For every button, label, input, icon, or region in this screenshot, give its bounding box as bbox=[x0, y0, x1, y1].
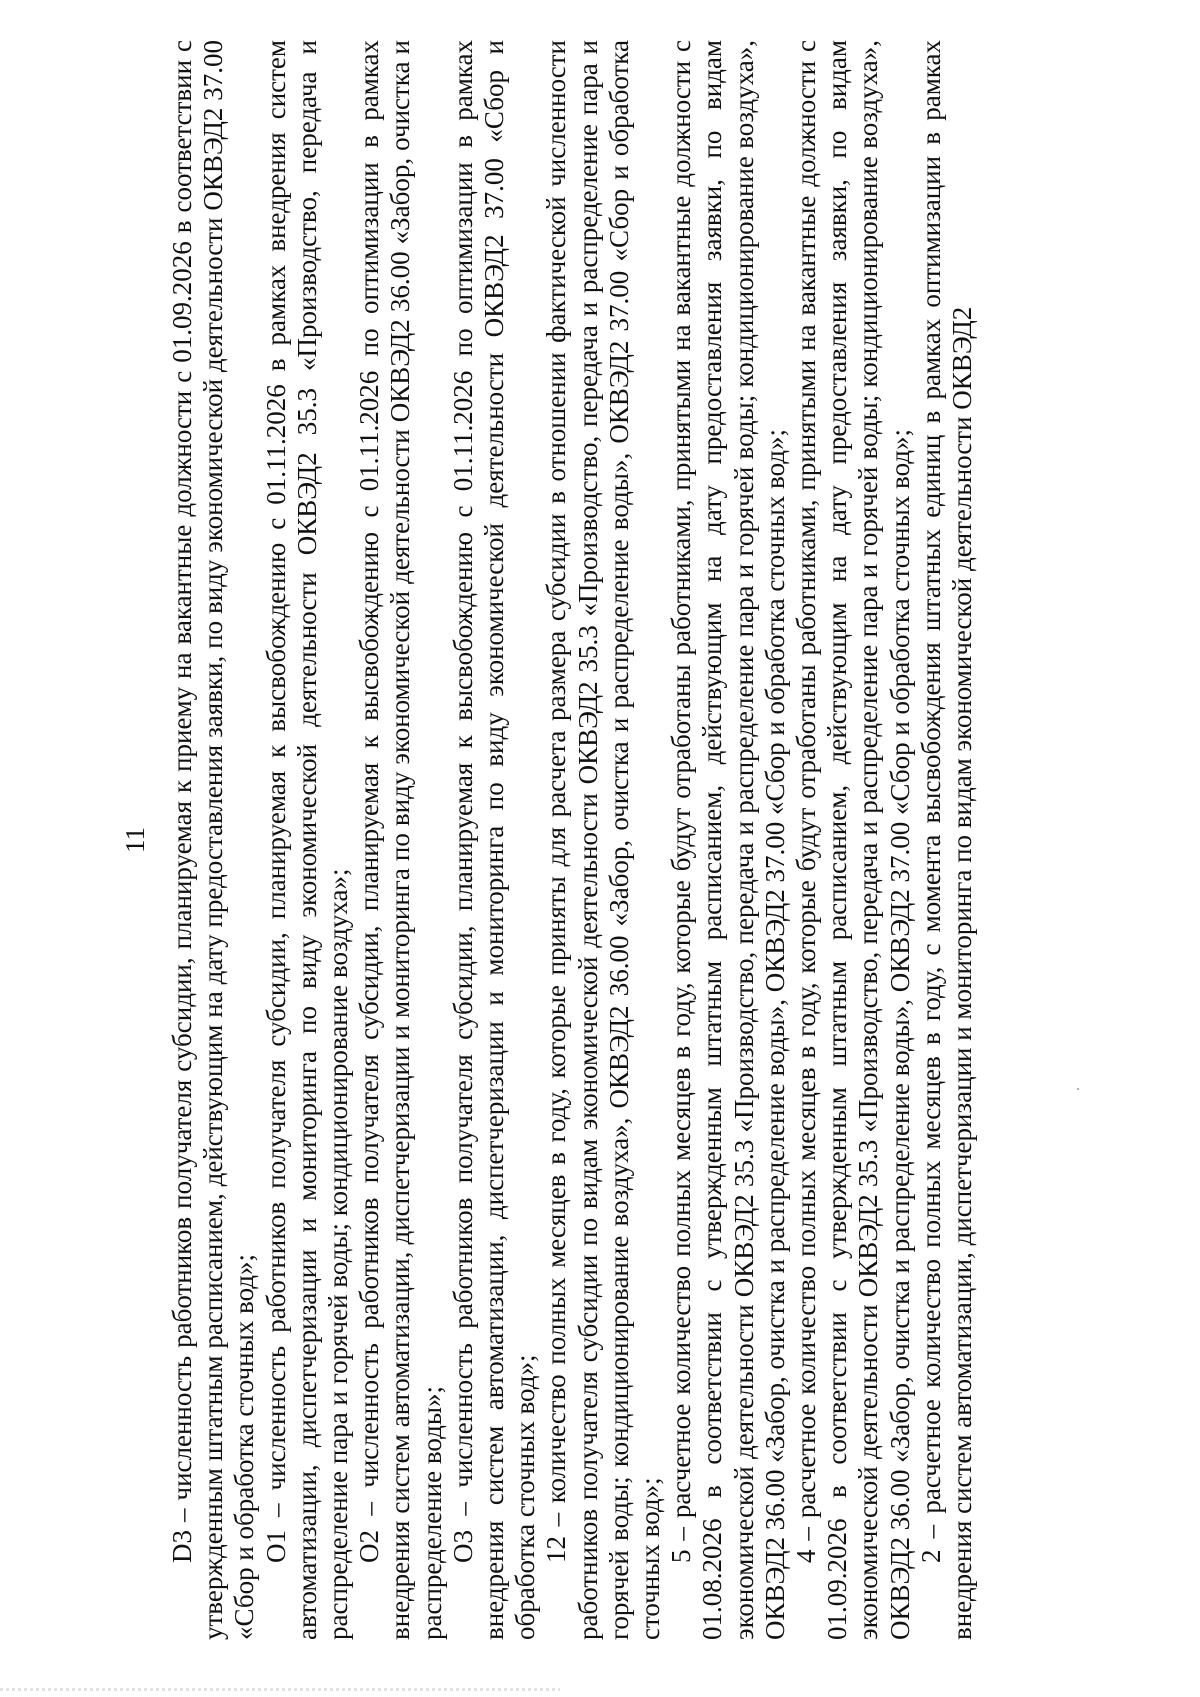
paragraph-o2: О2 – численность работников получателя субсидии, планируемая к высвобождению с 01.11.2026 по оптимизации в рамках внедрения систем автоматизации, диспетчеризации и мониторинга по виду экономической деятельности ОКВЭД2 36.00 «Забор, очистка и распределение воды»; bbox=[354, 40, 447, 1640]
paragraph-4-months: 4 – расчетное количество полных месяцев в году, которые будут отработаны работниками, принятыми на вакантные должности с 01.09.2026 в соответствии с утвержденным штатным расписанием, действующим на дату предоставления заявки, по видам экономической деятельности ОКВЭД2 35.3 «Производство, передача и распределение пара и горячей воды; кондиционирование воздуха», ОКВЭД2 36.00 «Забор, очистка и распределение воды», ОКВЭД2 37.00 «Сбор и обработка сточных вод»; bbox=[791, 40, 915, 1640]
paragraph-d3: D3 – численность работников получателя субсидии, планируемая к приему на вакантные должности с 01.09.2026 в соответствии с утвержденным штатным расписанием, действующим на дату предоставления заявки, по виду экономической деятельности ОКВЭД2 37.00 «Сбор и обработка сточных вод»; bbox=[167, 40, 260, 1640]
paragraph-12-months: 12 – количество полных месяцев в году, которые приняты для расчета размера субсидии в отношении фактической численности работников получателя субсидии по видам экономической деятельности ОКВЭД2 35.3 «Производство, передача и распределение пара и горячей воды; кондиционирование воздуха», ОКВЭД2 36.00 «Забор, очистка и распределение воды», ОКВЭД2 37.00 «Сбор и обработка сточных вод»; bbox=[541, 40, 666, 1640]
scan-speck bbox=[1077, 1088, 1079, 1090]
rotated-text-block bbox=[115, 40, 978, 1640]
paragraph-o3: О3 – численность работников получателя субсидии, планируемая к высвобождению с 01.11.2026 по оптимизации в рамках внедрения систем автоматизации, диспетчеризации и мониторинга по виду экономической деятельности ОКВЭД2 37.00 «Сбор и обработка сточных вод»; bbox=[447, 40, 541, 1640]
paragraph-5-months: 5 – расчетное количество полных месяцев в году, которые будут отработаны работниками, принятыми на вакантные должности с 01.08.2026 в соответствии с утвержденным штатным расписанием, действующим на дату предоставления заявки, по видам экономической деятельности ОКВЭД2 35.3 «Производство, передача и распределение пара и горячей воды; кондиционирование воздуха», ОКВЭД2 36.00 «Забор, очистка и распределение воды», ОКВЭД2 37.00 «Сбор и обработка сточных вод»; bbox=[666, 40, 790, 1640]
page-number: 11 bbox=[120, 827, 150, 853]
paragraph-o1: О1 – численность работников получателя субсидии, планируемая к высвобождению с 01.11.2026 в рамках внедрения систем автоматизации, диспетчеризации и мониторинга по виду экономической деятельности ОКВЭД2 35.3 «Производство, передача и распределение пара и горячей воды; кондиционирование воздуха»; bbox=[260, 40, 354, 1640]
scan-artifact-line bbox=[0, 1688, 560, 1691]
paragraph-2-months: 2 – расчетное количество полных месяцев в году, с момента высвобождения штатных единиц в рамках оптимизации в рамках внедрения систем автоматизации, диспетчеризации и мониторинга по видам экономической деятельности ОКВЭД2 bbox=[915, 40, 978, 1640]
